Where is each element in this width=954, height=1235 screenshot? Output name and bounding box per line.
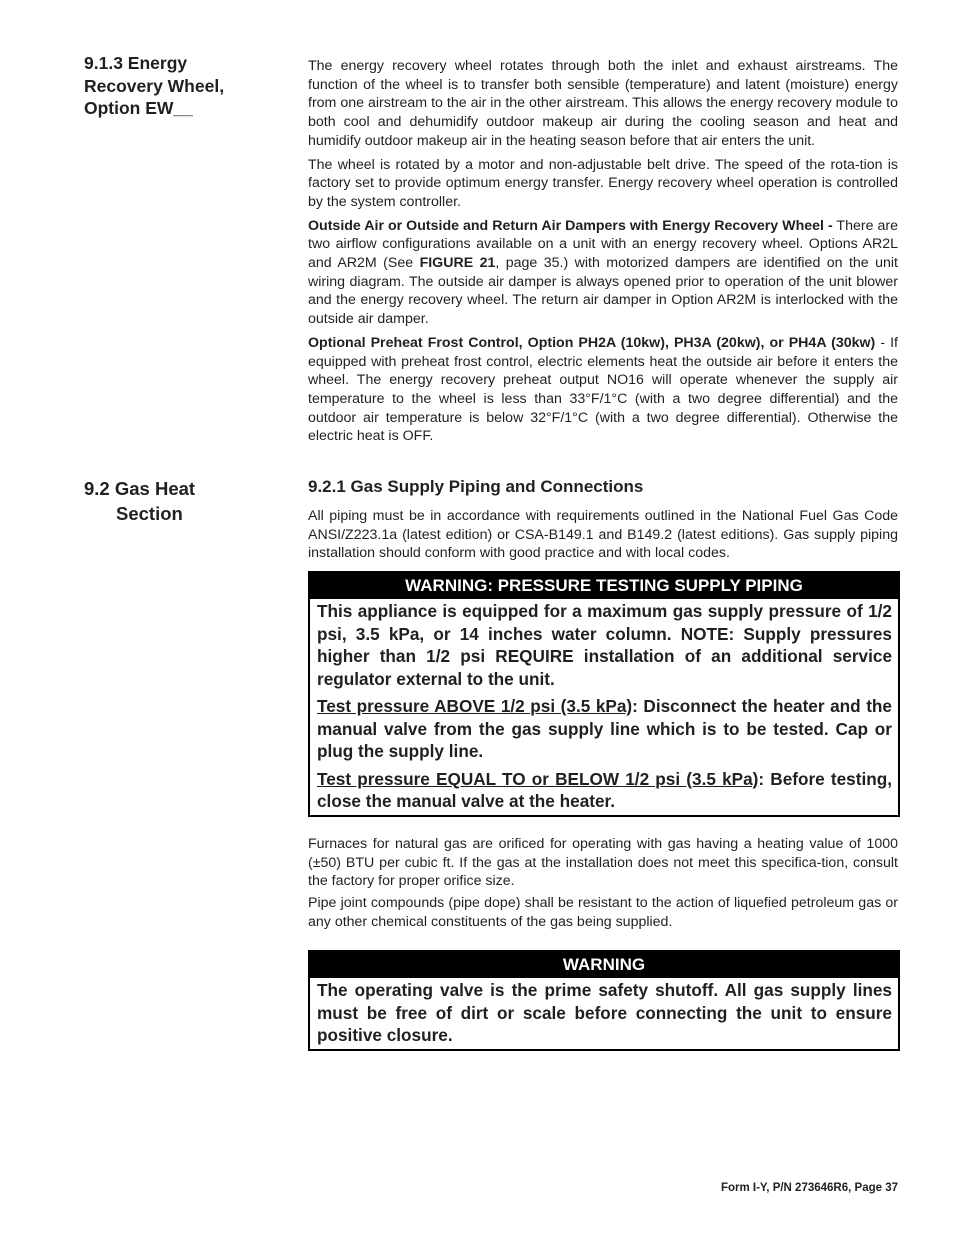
energy-recovery-wheel-body — [308, 57, 898, 446]
paragraph-dampers: Outside Air or Outside and Return Air Dampers with Energy Recovery Wheel - There are two airflow configurations available on a unit with an energy recovery wheel. Options AR2L and AR2M (See FIGURE 21, page 35.) with motorized dampers are identified on the unit wiring diagram. The outside air damper is always opened prior to operation of the unit blower and the energy recovery wheel. The return air damper in Option AR2M is interlocked with the outside air damper. — [308, 217, 898, 328]
paragraph-preheat-frost: Optional Preheat Frost Control, Option PH2A (10kw), PH3A (20kw), or PH4A (30kw) - If equipped with preheat frost control, electric elements heat the outside air before it enters the wheel. The energy recovery preheat output NO16 will operate whenever the supply air temperature to the wheel is less than 33°F/1°C (with a two degree differential) and the outdoor air temperature is below 32°F/1°C (with a two degree differential). Otherwise the electric heat is OFF. — [308, 334, 898, 445]
subsection-heading: 9.2.1 Gas Supply Piping and Connections — [308, 477, 644, 496]
warning-text: Test pressure ABOVE 1/2 psi (3.5 kPa): Disconnect the heater and the manual valve from the gas supply line which is to be tested. Cap or plug the supply line. — [317, 696, 892, 761]
section-heading-gas-heat: 9.2 Gas Heat Section — [84, 478, 196, 524]
warning-text: The operating valve is the prime safety shutoff. All gas supply lines must be free of dirt or scale before connecting the unit to ensure positive closure. — [317, 980, 892, 1045]
page-footer: Form I-Y, P/N 273646R6, Page 37 — [720, 1182, 898, 1194]
gas-supply-notes — [308, 835, 898, 932]
warning-box-pressure-testing — [308, 571, 900, 817]
section-heading-energy-recovery-wheel: 9.1.3 Energy Recovery Wheel, Option EW__ — [84, 53, 225, 118]
warning-title: WARNING — [310, 952, 898, 978]
paragraph: The energy recovery wheel rotates through both the inlet and exhaust airstreams. The function of the wheel is to transfer both sensible (temperature) and latent (moisture) energy from one airstream to the air in the other airstream. This allows the energy recovery module to both cool and dehumidify outdoor makeup air during the cooling season and heat and humidify outdoor makeup air in the heating season before that air enters the unit. — [308, 58, 898, 149]
paragraph: Furnaces for natural gas are orificed for operating with gas having a heating value of 1000 (±50) BTU per cubic ft. If the gas at the installation does not meet this specifica-tion, consult the factory for proper orifice size. — [308, 836, 898, 890]
warning-text: Test pressure EQUAL TO or BELOW 1/2 psi (3.5 kPa): Before testing, close the manual valve at the heater. — [317, 768, 893, 811]
figure-reference: FIGURE 21 — [419, 255, 496, 272]
paragraph: Pipe joint compounds (pipe dope) shall be resistant to the action of liquefied petroleum gas or any other chemical constituents of the gas being supplied. — [308, 895, 898, 930]
paragraph: The wheel is rotated by a motor and non-adjustable belt drive. The speed of the rota-tion is factory set to provide optimum energy transfer. Energy recovery wheel operation is controlled by the system controller. — [308, 156, 898, 210]
warning-title: WARNING: PRESSURE TESTING SUPPLY PIPING — [310, 573, 898, 599]
gas-supply-intro — [308, 476, 898, 563]
warning-text: This appliance is equipped for a maximum gas supply pressure of 1/2 psi, 3.5 kPa, or 14 inches water column. NOTE: Supply pressures higher than 1/2 psi REQUIRE installation of an additional service regulator external to the unit. — [317, 601, 892, 689]
warning-box-operating-valve — [308, 950, 900, 1051]
paragraph: All piping must be in accordance with requirements outlined in the National Fuel Gas Code ANSI/Z223.1a (latest edition) or CSA-B149.1 and B149.2 (latest editions). Gas supply piping installation should conform with good practice and with local codes. — [308, 508, 898, 562]
